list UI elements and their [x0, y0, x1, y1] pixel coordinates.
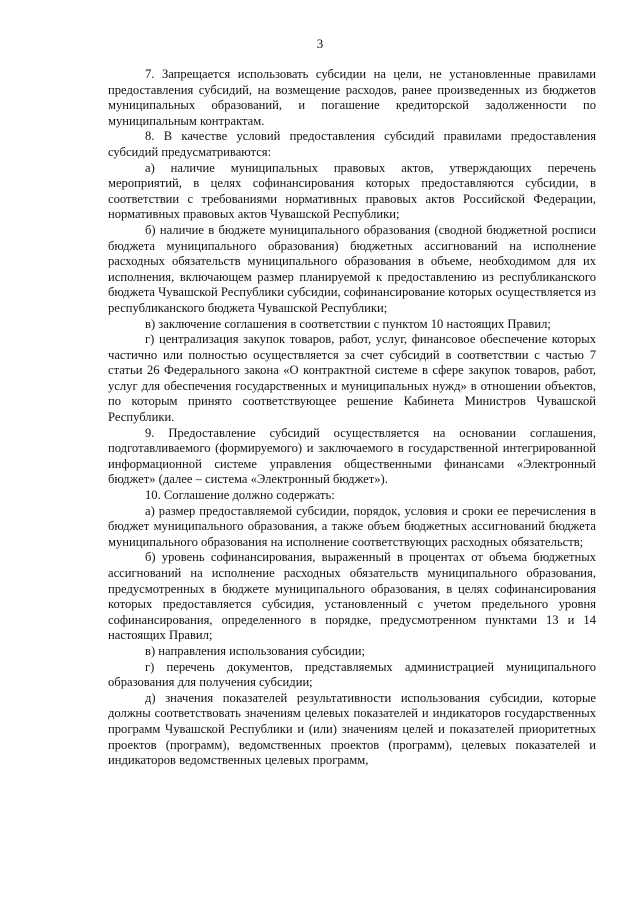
paragraph-8-v: в) заключение соглашения в соответствии с пунктом 10 настоящих Правил;	[145, 316, 551, 331]
page-number: 3	[316, 36, 324, 51]
paragraph-8-a: а) наличие муниципальных правовых актов, утверждающих перечень мероприятий, в целях софинансирования которых предоставляются субсидии, в соответствии с требованиями нормативных правовых актов Российской Федерации, нормативных правовых актов Чувашской Республики;	[108, 160, 596, 222]
paragraph-7: 7. Запрещается использовать субсидии на цели, не установленные правилами предоставления субсидий, на возмещение расходов, ранее произведенных из бюджетов муниципальных образований, и погашение кредиторской задолженности по муниципальным контрактам.	[108, 67, 596, 128]
paragraph-8-g: г) централизация закупок товаров, работ, услуг, финансовое обеспечение которых частично или полностью осуществляется за счет субсидий в соответствии с частью 7 статьи 26 Федерального закона «О контрактной системе в сфере закупок товаров, работ, услуг для обеспечения государственных и муниципальных нужд» в отношении объектов, по которым принято соответствующее решение Кабинета Министров Чувашской Республики.	[108, 332, 596, 425]
paragraph-8-b: б) наличие в бюджете муниципального образования (сводной бюджетной росписи бюджета муниципального образования) бюджетных ассигнований на исполнение расходных обязательств муниципального образования в объеме, необходимом для их исполнения, включающем размер планируемой к предоставлению из республиканского бюджета Чувашской Республики субсидии, софинансирование которых осуществляется из республиканского бюджета Чувашской Республики;	[108, 222, 596, 315]
paragraph-10-v: в) направления использования субсидии;	[145, 643, 366, 658]
paragraph-10-a: а) размер предоставляемой субсидии, порядок, условия и сроки ее перечисления в бюджет муниципального образования, а также объем бюджетных ассигнований бюджета муниципального образования на исполнение соответствующих расходных обязательств;	[108, 503, 596, 549]
paragraph-9: 9. Предоставление субсидий осуществляется на основании соглашения, подготавливаемого (формируемого) и заключаемого в государственной интегрированной информационной системе управления общественными финансами «Электронный бюджет» (далее – система «Электронный бюджет»).	[108, 425, 596, 487]
paragraph-10-b: б) уровень софинансирования, выраженный в процентах от объема бюджетных ассигнований на исполнение расходных обязательств муниципального образования, предусмотренных в бюджете муниципального образования, в целях софинансирования которых предоставляется субсидия, установленный с учетом предельного уровня софинансирования, определенного в порядке, предусмотренном пунктами 13 и 14 настоящих Правил;	[108, 550, 596, 643]
document-body	[108, 67, 596, 769]
paragraph-10-d: д) значения показателей результативности использования субсидии, которые должны соответствовать значениям целевых показателей и индикаторов государственных программ Чувашской Республики и (или) значениям целей и показателей приоритетных проектов (программ), ведомственных проектов (программ), целевых показателей и индикаторов ведомственных целевых программ,	[108, 690, 596, 768]
paragraph-10: 10. Соглашение должно содержать:	[145, 488, 335, 503]
paragraph-10-g: г) перечень документов, представляемых администрацией муниципального образования для получения субсидии;	[108, 659, 596, 690]
paragraph-8: 8. В качестве условий предоставления субсидий правилами предоставления субсидий предусматриваются:	[108, 129, 596, 159]
